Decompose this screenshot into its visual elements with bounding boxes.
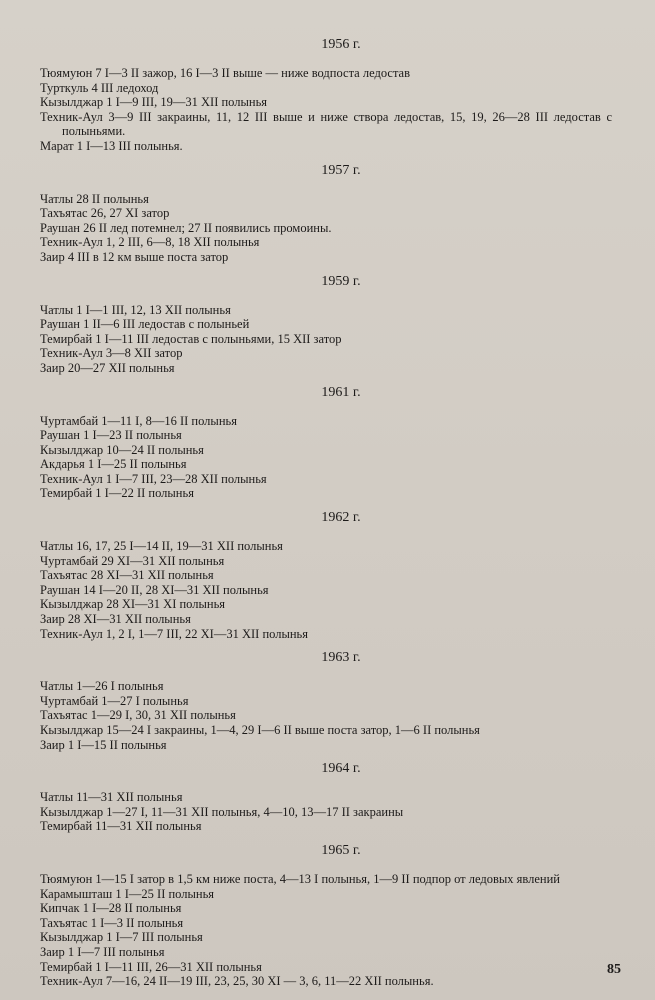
station-entry: Чуртамбай 1—27 I полынья xyxy=(40,693,189,708)
year-section xyxy=(40,509,612,641)
station-entry: Техник-Аул 7—16, 24 II—19 III, 23, 25, 30 XI — 3, 6, 11—22 XII полынья. xyxy=(40,974,434,989)
station-entry: Акдарья 1 I—25 II полынья xyxy=(40,457,187,472)
station-entry: Кызылджар 1 I—7 III полынья xyxy=(40,930,203,945)
station-entry: Темирбай 1 I—22 II полынья xyxy=(40,486,194,501)
station-entry: Техник-Аул 1 I—7 III, 23—28 XII полынья xyxy=(40,471,267,486)
station-entry: Чатлы 16, 17, 25 I—14 II, 19—31 XII полынья xyxy=(40,539,283,554)
year-heading: 1962 г. xyxy=(321,510,361,526)
station-entry: Чатлы 1 I—1 III, 12, 13 XII полынья xyxy=(40,302,231,317)
station-entry: Заир 20—27 XII полынья xyxy=(40,360,175,375)
year-section xyxy=(40,842,612,989)
year-section xyxy=(40,36,612,154)
station-entry: Темирбай 1 I—11 III, 26—31 XII полынья xyxy=(40,959,262,974)
page-content xyxy=(40,36,612,997)
station-entry: Тахъятас 28 XI—31 XII полынья xyxy=(40,568,214,583)
station-entry: Кызылджар 28 XI—31 XI полынья xyxy=(40,597,226,612)
page-number: 85 xyxy=(607,962,621,977)
station-entry: Кызылджар 10—24 II полынья xyxy=(40,442,204,457)
year-section xyxy=(40,273,612,376)
station-entry: Заир 4 III в 12 км выше поста затор xyxy=(40,249,229,264)
station-entry: Техник-Аул 3—8 XII затор xyxy=(40,346,183,361)
station-entry: Техник-Аул 1, 2 III, 6—8, 18 XII полынья xyxy=(40,235,260,250)
station-entry: Раушан 1 I—23 II полынья xyxy=(40,428,182,443)
station-entry: Кызылджар 1 I—9 III, 19—31 XII полынья xyxy=(40,95,268,110)
station-entry: Техник-Аул 3—9 III закраины, 11, 12 III выше и ниже створа ледостав, 15, 19, 26—28 III ледостав с полыньями. xyxy=(40,109,612,139)
station-entry: Раушан 26 II лед потемнел; 27 II появились промоины. xyxy=(40,220,332,235)
station-entry: Кызылджар 15—24 I закраины, 1—4, 29 I—6 II выше поста затор, 1—6 II полынья xyxy=(40,723,480,737)
station-entry: Кызылджар 1—27 I, 11—31 XII полынья, 4—10, 13—17 II закраины xyxy=(40,804,404,819)
station-entry: Раушан 1 II—6 III ледостав с полыньей xyxy=(40,317,250,332)
year-heading: 1959 г. xyxy=(321,273,361,289)
year-heading: 1961 г. xyxy=(321,384,361,400)
year-section xyxy=(40,649,612,752)
station-entry: Чатлы 1—26 I полынья xyxy=(40,679,164,694)
station-entry: Чуртамбай 29 XI—31 XII полынья xyxy=(40,553,225,568)
station-entry: Кипчак 1 I—28 II полынья xyxy=(40,901,182,916)
station-entry: Заир 1 I—7 III полынья xyxy=(40,944,165,959)
station-entry: Заир 1 I—15 II полынья xyxy=(40,737,167,752)
station-entry: Тахъятас 1—29 I, 30, 31 XII полынья xyxy=(40,708,236,723)
year-heading: 1965 г. xyxy=(321,842,361,858)
year-heading: 1963 г. xyxy=(321,650,361,666)
station-entry: Заир 28 XI—31 XII полынья xyxy=(40,612,191,627)
year-heading: 1957 г. xyxy=(321,162,361,178)
station-entry: Темирбай 11—31 XII полынья xyxy=(40,819,202,834)
station-entry: Карамышташ 1 I—25 II полынья xyxy=(40,886,215,901)
station-entry: Марат 1 I—13 III полынья. xyxy=(40,138,183,153)
station-entry: Чатлы 11—31 XII полынья xyxy=(40,790,183,805)
station-entry: Раушан 14 I—20 II, 28 XI—31 XII полынья xyxy=(40,582,269,597)
year-heading: 1956 г. xyxy=(321,37,361,52)
station-entry: Тахъятас 26, 27 XI затор xyxy=(40,206,170,221)
year-section xyxy=(40,162,612,265)
station-entry: Тахъятас 1 I—3 II полынья xyxy=(40,915,184,930)
station-entry: Тюямуюн 7 I—3 II зажор, 16 I—3 II выше — ниже водпоста ледостав xyxy=(40,66,411,80)
year-heading: 1964 г. xyxy=(321,761,361,777)
station-entry: Чуртамбай 1—11 I, 8—16 II полынья xyxy=(40,413,237,428)
year-section xyxy=(40,760,612,834)
year-section xyxy=(40,384,612,502)
station-entry: Турткуль 4 III ледоход xyxy=(40,80,159,95)
station-entry: Чатлы 28 II полынья xyxy=(40,191,149,206)
station-entry: Тюямуюн 1—15 I затор в 1,5 км ниже поста, 4—13 I полынья, 1—9 II подпор от ледовых явлений xyxy=(40,871,560,886)
station-entry: Темирбай 1 I—11 III ледостав с полыньями, 15 XII затор xyxy=(40,331,342,346)
station-entry: Техник-Аул 1, 2 I, 1—7 III, 22 XI—31 XII полынья xyxy=(40,626,308,641)
